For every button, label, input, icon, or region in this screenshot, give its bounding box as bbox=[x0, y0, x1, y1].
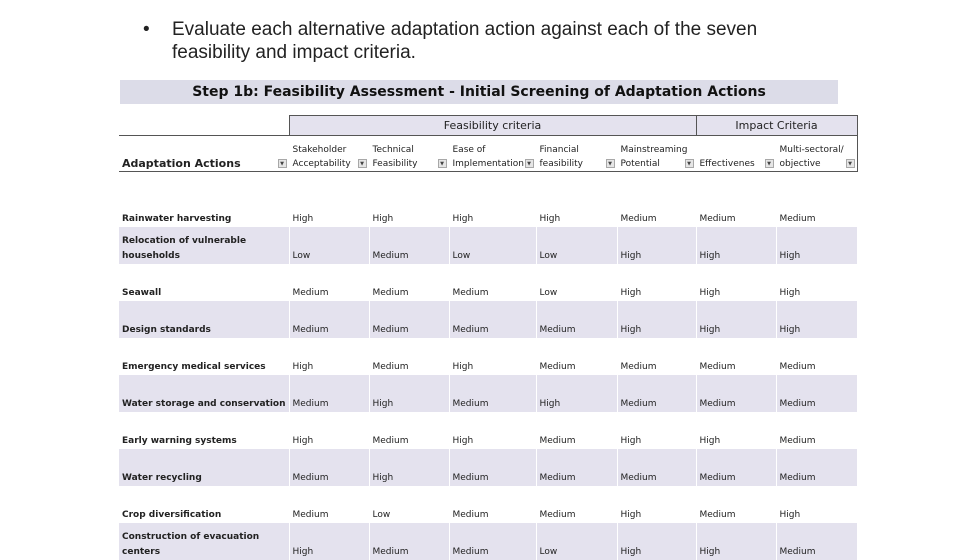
impact-criteria-header: Impact Criteria bbox=[696, 116, 857, 136]
rating-value: Medium bbox=[452, 547, 489, 557]
rating-cell bbox=[696, 301, 776, 338]
rating-value: High bbox=[699, 436, 721, 446]
rating-cell bbox=[536, 264, 617, 301]
rating-cell bbox=[696, 264, 776, 301]
column-header-label: Acceptability bbox=[292, 159, 351, 169]
rating-cell bbox=[617, 190, 696, 227]
rating-cell bbox=[536, 449, 617, 486]
rating-cell bbox=[449, 301, 536, 338]
rating-cell bbox=[617, 301, 696, 338]
column-header-label: Multi-sectoral/ bbox=[779, 145, 844, 155]
group-header-blank bbox=[119, 116, 289, 136]
rating-cell bbox=[696, 486, 776, 523]
rating-cell bbox=[617, 338, 696, 375]
table-row bbox=[119, 412, 857, 449]
rating-cell bbox=[369, 375, 449, 412]
table-row bbox=[119, 301, 857, 338]
rating-value: High bbox=[779, 325, 801, 335]
rating-value: High bbox=[452, 362, 474, 372]
rating-cell bbox=[369, 190, 449, 227]
column-header-technical-feasibility bbox=[369, 136, 449, 172]
rating-cell bbox=[617, 227, 696, 264]
action-name-text: Early warning systems bbox=[122, 436, 237, 446]
rating-value: High bbox=[372, 214, 394, 224]
column-header-row bbox=[119, 136, 857, 172]
action-name-text: households bbox=[122, 251, 180, 261]
table-row bbox=[119, 338, 857, 375]
action-name-text: Seawall bbox=[122, 288, 162, 298]
rating-value: Medium bbox=[452, 325, 489, 335]
sheet-title: Step 1b: Feasibility Assessment - Initial Screening of Adaptation Actions bbox=[120, 80, 838, 104]
rating-cell bbox=[536, 338, 617, 375]
column-header-ease-of-implementation bbox=[449, 136, 536, 172]
rating-cell bbox=[449, 449, 536, 486]
feasibility-table bbox=[119, 115, 858, 560]
filter-dropdown-icon[interactable]: ▼ bbox=[846, 159, 855, 168]
filter-dropdown-icon[interactable]: ▼ bbox=[606, 159, 615, 168]
rating-cell bbox=[536, 412, 617, 449]
rating-cell bbox=[536, 227, 617, 264]
column-header-label: feasibility bbox=[539, 159, 583, 169]
rating-value: Medium bbox=[620, 214, 657, 224]
rating-value: Medium bbox=[292, 510, 329, 520]
rating-value: Medium bbox=[539, 473, 576, 483]
action-name-cell bbox=[119, 227, 289, 264]
rating-value: High bbox=[779, 251, 801, 261]
rating-cell bbox=[776, 301, 857, 338]
header-spacer-row bbox=[119, 172, 857, 191]
column-header-label: Effectivenes bbox=[699, 159, 755, 169]
action-name-text: centers bbox=[122, 547, 161, 557]
rating-cell bbox=[536, 523, 617, 560]
rating-cell bbox=[449, 375, 536, 412]
column-header-financial-feasibility bbox=[536, 136, 617, 172]
rating-cell bbox=[369, 412, 449, 449]
rating-cell bbox=[449, 264, 536, 301]
table-row bbox=[119, 190, 857, 227]
rating-cell bbox=[449, 486, 536, 523]
rating-value: Medium bbox=[779, 436, 816, 446]
rating-value: Low bbox=[372, 510, 391, 520]
action-name-cell bbox=[119, 523, 289, 560]
action-name-text: Construction of evacuation bbox=[122, 532, 260, 542]
rating-value: High bbox=[539, 399, 561, 409]
column-header-label: Adaptation Actions bbox=[122, 157, 241, 170]
rating-cell bbox=[776, 449, 857, 486]
rating-value: Medium bbox=[699, 362, 736, 372]
action-name-cell bbox=[119, 375, 289, 412]
rating-value: Medium bbox=[620, 362, 657, 372]
rating-value: High bbox=[620, 325, 642, 335]
rating-value: Medium bbox=[779, 399, 816, 409]
column-header-label: Mainstreaming bbox=[620, 145, 688, 155]
action-name-cell bbox=[119, 449, 289, 486]
rating-value: High bbox=[779, 288, 801, 298]
rating-value: Medium bbox=[452, 288, 489, 298]
column-header-stakeholder-acceptability bbox=[289, 136, 369, 172]
rating-value: Medium bbox=[539, 510, 576, 520]
rating-value: Medium bbox=[699, 214, 736, 224]
table-row bbox=[119, 264, 857, 301]
rating-cell bbox=[449, 190, 536, 227]
rating-cell bbox=[776, 486, 857, 523]
rating-value: Medium bbox=[452, 399, 489, 409]
column-header-adaptation-actions bbox=[119, 136, 289, 172]
rating-cell bbox=[369, 523, 449, 560]
rating-value: Medium bbox=[539, 362, 576, 372]
bullet-text: Evaluate each alternative adaptation action against each of the seven feasibility and impact criteria. bbox=[172, 19, 758, 63]
rating-cell bbox=[289, 190, 369, 227]
rating-cell bbox=[617, 375, 696, 412]
filter-dropdown-icon[interactable]: ▼ bbox=[358, 159, 367, 168]
rating-cell bbox=[289, 375, 369, 412]
column-header-effectiveness bbox=[696, 136, 776, 172]
filter-dropdown-icon[interactable]: ▼ bbox=[438, 159, 447, 168]
column-header-label: Potential bbox=[620, 159, 660, 169]
rating-cell bbox=[289, 227, 369, 264]
rating-value: High bbox=[620, 547, 642, 557]
rating-value: Medium bbox=[372, 362, 409, 372]
action-name-text: Rainwater harvesting bbox=[122, 214, 232, 224]
rating-value: Low bbox=[539, 251, 558, 261]
rating-value: Medium bbox=[699, 399, 736, 409]
rating-value: Medium bbox=[779, 547, 816, 557]
column-header-label: Ease of bbox=[452, 145, 486, 155]
rating-value: Medium bbox=[292, 325, 329, 335]
rating-value: Medium bbox=[372, 325, 409, 335]
action-name-text: Crop diversification bbox=[122, 510, 222, 520]
rating-cell bbox=[369, 301, 449, 338]
rating-value: Medium bbox=[699, 510, 736, 520]
rating-value: Medium bbox=[620, 399, 657, 409]
rating-value: Medium bbox=[292, 473, 329, 483]
rating-value: High bbox=[779, 510, 801, 520]
rating-value: Medium bbox=[452, 510, 489, 520]
rating-cell bbox=[536, 375, 617, 412]
rating-cell bbox=[696, 375, 776, 412]
rating-value: High bbox=[620, 251, 642, 261]
column-header-label: Technical bbox=[372, 145, 414, 155]
rating-cell bbox=[617, 449, 696, 486]
rating-cell bbox=[776, 338, 857, 375]
rating-value: Low bbox=[539, 547, 558, 557]
action-name-cell bbox=[119, 264, 289, 301]
column-header-multi-sectoral-objective bbox=[776, 136, 857, 172]
column-header-label: Implementation bbox=[452, 159, 524, 169]
action-name-cell bbox=[119, 338, 289, 375]
action-name-text: Water recycling bbox=[122, 473, 202, 483]
rating-value: High bbox=[699, 251, 721, 261]
rating-value: Medium bbox=[620, 473, 657, 483]
rating-value: Medium bbox=[372, 251, 409, 261]
table-row bbox=[119, 375, 857, 412]
rating-cell bbox=[617, 412, 696, 449]
rating-cell bbox=[776, 264, 857, 301]
rating-value: High bbox=[699, 325, 721, 335]
rating-cell bbox=[776, 523, 857, 560]
action-name-cell bbox=[119, 190, 289, 227]
rating-value: Medium bbox=[539, 436, 576, 446]
action-name-cell bbox=[119, 301, 289, 338]
action-name-cell bbox=[119, 486, 289, 523]
bullet-icon: • bbox=[143, 19, 150, 40]
rating-value: High bbox=[539, 214, 561, 224]
rating-value: High bbox=[372, 473, 394, 483]
rating-cell bbox=[449, 338, 536, 375]
rating-value: Medium bbox=[539, 325, 576, 335]
rating-cell bbox=[776, 412, 857, 449]
rating-cell bbox=[696, 449, 776, 486]
rating-value: Medium bbox=[292, 288, 329, 298]
rating-cell bbox=[369, 486, 449, 523]
rating-value: High bbox=[292, 547, 314, 557]
rating-value: High bbox=[452, 214, 474, 224]
rating-cell bbox=[696, 523, 776, 560]
column-header-label: objective bbox=[779, 159, 821, 169]
rating-cell bbox=[536, 486, 617, 523]
feasibility-criteria-header: Feasibility criteria bbox=[289, 116, 696, 136]
action-name-cell bbox=[119, 412, 289, 449]
rating-cell bbox=[617, 486, 696, 523]
rating-cell bbox=[696, 227, 776, 264]
table-row bbox=[119, 523, 857, 560]
column-header-label: Financial bbox=[539, 145, 579, 155]
rating-value: High bbox=[620, 436, 642, 446]
filter-dropdown-icon[interactable]: ▼ bbox=[765, 159, 774, 168]
rating-value: Medium bbox=[779, 473, 816, 483]
column-header-label: Stakeholder bbox=[292, 145, 347, 155]
rating-cell bbox=[617, 264, 696, 301]
rating-cell bbox=[449, 523, 536, 560]
rating-cell bbox=[776, 375, 857, 412]
rating-cell bbox=[536, 190, 617, 227]
rating-value: Medium bbox=[292, 399, 329, 409]
rating-value: Low bbox=[292, 251, 311, 261]
rating-value: High bbox=[620, 510, 642, 520]
rating-cell bbox=[369, 449, 449, 486]
rating-cell bbox=[289, 486, 369, 523]
rating-value: High bbox=[452, 436, 474, 446]
rating-value: Medium bbox=[372, 436, 409, 446]
rating-value: High bbox=[292, 362, 314, 372]
table-row bbox=[119, 227, 857, 264]
rating-value: High bbox=[292, 214, 314, 224]
rating-value: Medium bbox=[699, 473, 736, 483]
rating-cell bbox=[289, 338, 369, 375]
rating-value: High bbox=[699, 547, 721, 557]
rating-cell bbox=[289, 523, 369, 560]
rating-cell bbox=[696, 412, 776, 449]
table-row bbox=[119, 486, 857, 523]
rating-cell bbox=[617, 523, 696, 560]
group-header-row bbox=[119, 116, 857, 136]
rating-value: Medium bbox=[779, 362, 816, 372]
rating-value: High bbox=[620, 288, 642, 298]
spacer-cell bbox=[119, 172, 857, 191]
rating-value: High bbox=[372, 399, 394, 409]
rating-cell bbox=[776, 190, 857, 227]
filter-dropdown-icon[interactable]: ▼ bbox=[685, 159, 694, 168]
rating-cell bbox=[696, 190, 776, 227]
action-name-text: Relocation of vulnerable bbox=[122, 236, 247, 246]
rating-cell bbox=[776, 227, 857, 264]
rating-cell bbox=[289, 301, 369, 338]
rating-cell bbox=[289, 449, 369, 486]
rating-cell bbox=[289, 412, 369, 449]
action-name-text: Emergency medical services bbox=[122, 362, 266, 372]
rating-value: Medium bbox=[452, 473, 489, 483]
action-name-text: Design standards bbox=[122, 325, 211, 335]
rating-value: Low bbox=[539, 288, 558, 298]
rating-cell bbox=[696, 338, 776, 375]
rating-value: Medium bbox=[372, 547, 409, 557]
action-name-text: Water storage and conservation bbox=[122, 399, 286, 409]
filter-dropdown-icon[interactable]: ▼ bbox=[525, 159, 534, 168]
rating-cell bbox=[369, 338, 449, 375]
rating-cell bbox=[369, 264, 449, 301]
rating-cell bbox=[449, 412, 536, 449]
rating-value: High bbox=[292, 436, 314, 446]
column-header-label: Feasibility bbox=[372, 159, 418, 169]
rating-value: High bbox=[699, 288, 721, 298]
filter-dropdown-icon[interactable]: ▼ bbox=[278, 159, 287, 168]
table-row bbox=[119, 449, 857, 486]
rating-value: Medium bbox=[372, 288, 409, 298]
rating-value: Medium bbox=[779, 214, 816, 224]
rating-value: Low bbox=[452, 251, 471, 261]
rating-cell bbox=[449, 227, 536, 264]
rating-cell bbox=[369, 227, 449, 264]
column-header-mainstreaming-potential bbox=[617, 136, 696, 172]
rating-cell bbox=[536, 301, 617, 338]
rating-cell bbox=[289, 264, 369, 301]
